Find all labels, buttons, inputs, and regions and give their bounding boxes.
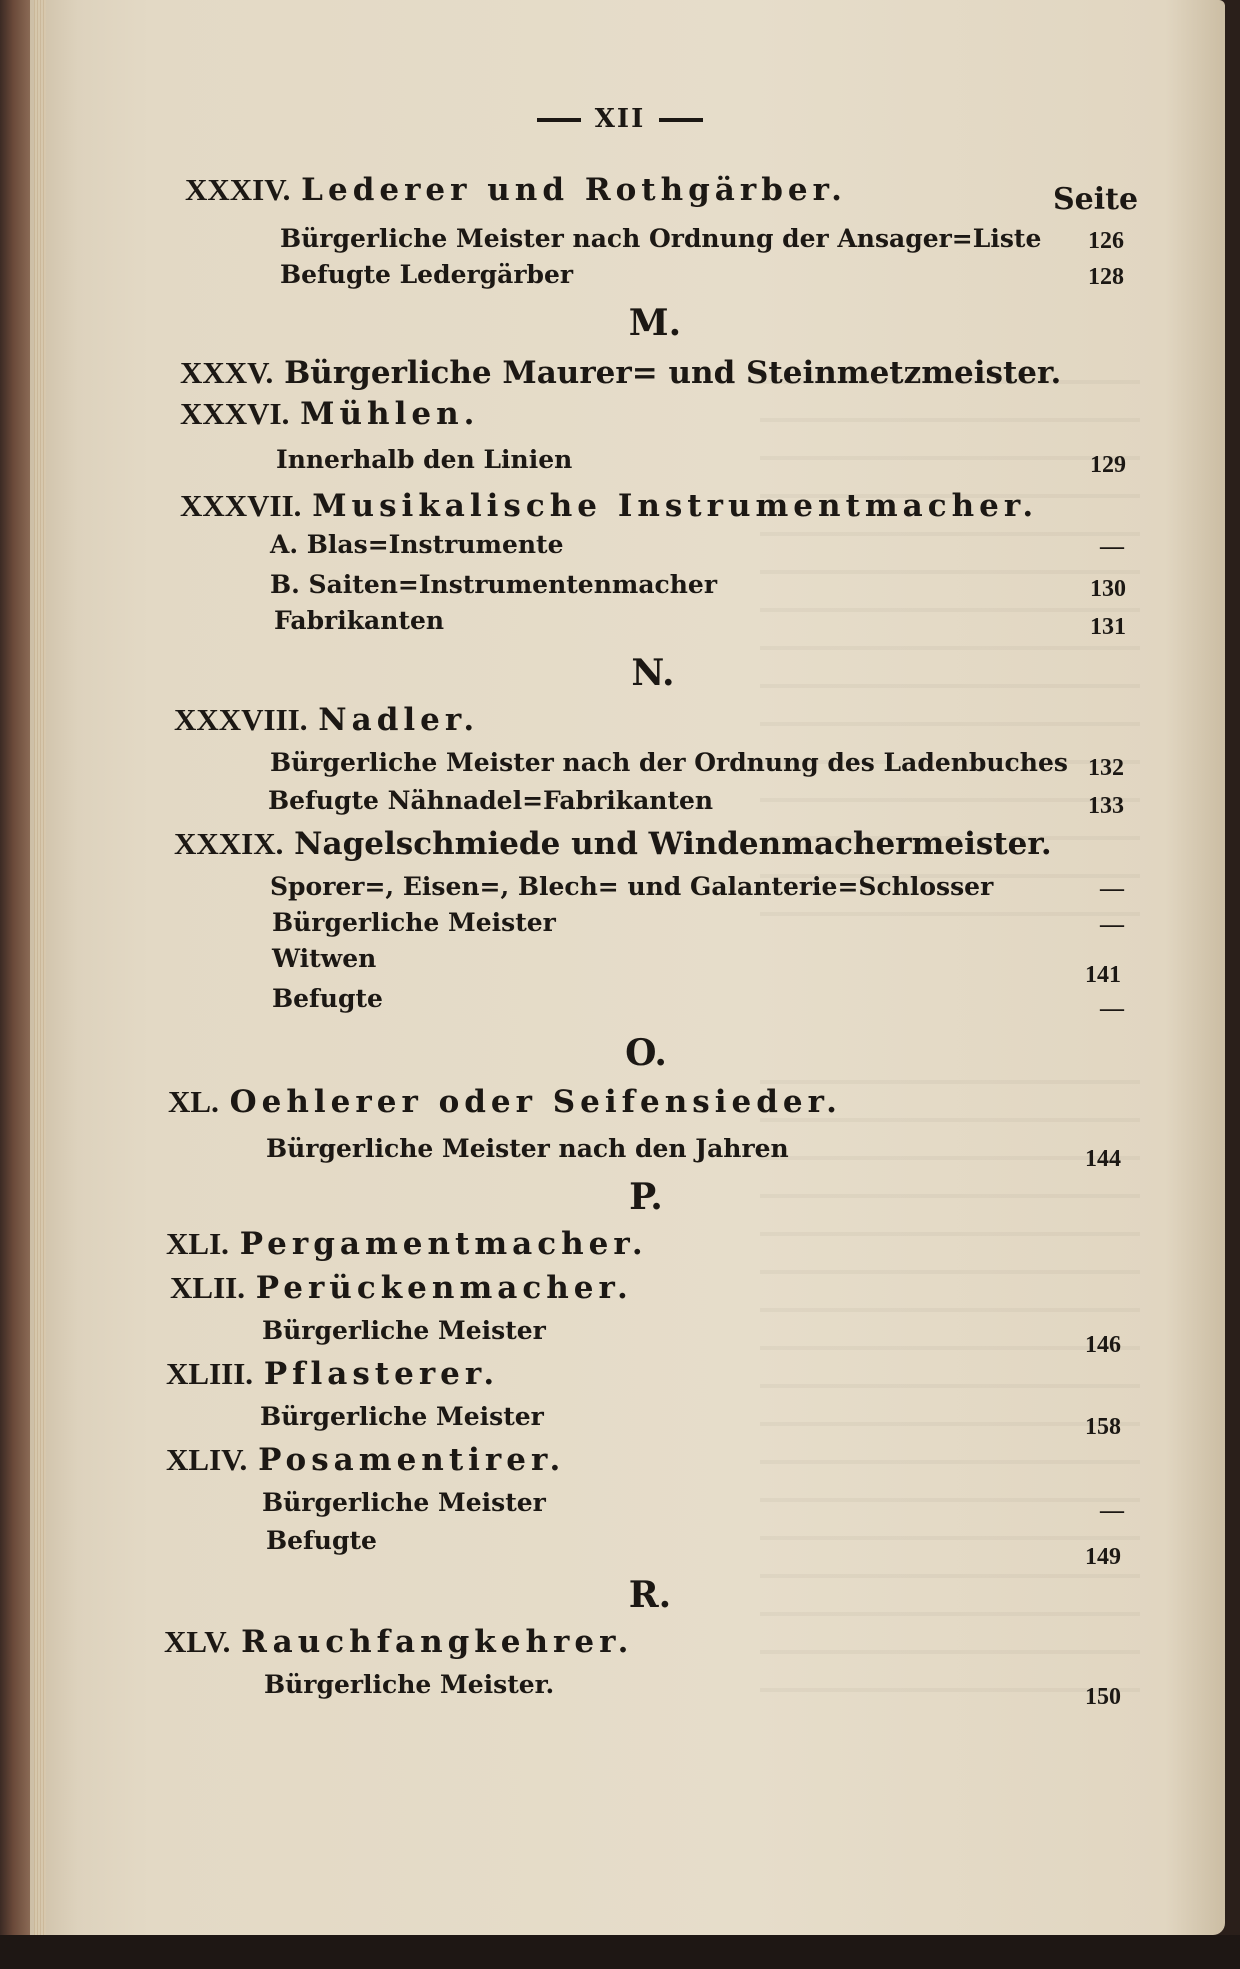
entry-text: Bürgerliche Meister nach den Jahren [266, 1134, 789, 1163]
section-heading [180, 396, 479, 432]
entry-page: — [1100, 534, 1124, 560]
entry-text: Fabrikanten [274, 606, 445, 635]
section-title: Rauchfangkehrer. [241, 1624, 634, 1660]
section-heading [185, 172, 847, 208]
entry-page: 158 [1085, 1414, 1121, 1440]
section-heading [180, 355, 1061, 391]
entry-text: Befugte [266, 1526, 377, 1555]
section-title: Nadler. [318, 702, 480, 738]
section-heading [166, 1226, 648, 1262]
section-number: XXXVI. [180, 396, 290, 431]
header-dash-left [537, 118, 581, 122]
letter-heading: O. [625, 1032, 667, 1074]
section-title: Perückenmacher. [255, 1270, 633, 1306]
entry-page: 126 [1088, 228, 1124, 254]
section-title: Mühlen. [300, 396, 480, 432]
entry-text: Befugte [272, 984, 383, 1013]
page-header [0, 104, 1240, 134]
entry-page: — [1100, 996, 1124, 1022]
entry-text: Bürgerliche Meister [262, 1488, 546, 1517]
entry-page: 130 [1090, 576, 1126, 602]
letter-heading: R. [628, 1574, 672, 1616]
entry-text: Bürgerliche Meister nach Ordnung der Ansager=Liste [280, 224, 1042, 253]
letter-heading: P. [629, 1176, 663, 1218]
letter-heading: M. [628, 302, 682, 344]
letter-heading: N. [631, 652, 675, 694]
entry-page: 133 [1088, 793, 1124, 819]
entry-text: Bürgerliche Meister [260, 1402, 544, 1431]
page-number: XII [594, 104, 646, 134]
entry-page: — [1100, 912, 1124, 938]
section-title: Lederer und Rothgärber. [301, 172, 847, 208]
header-dash-right [659, 118, 703, 122]
section-heading [168, 1084, 842, 1120]
section-title: Bürgerliche Maurer= und Steinmetzmeister. [284, 355, 1062, 391]
section-heading [164, 1624, 633, 1660]
entry-page: — [1100, 876, 1124, 902]
section-heading [166, 1356, 499, 1392]
section-title: Posamentirer. [258, 1442, 566, 1478]
entry-text: A. Blas=Instrumente [270, 530, 564, 559]
entry-text: Bürgerliche Meister. [264, 1670, 555, 1699]
section-number: XL. [168, 1084, 219, 1119]
entry-text: Bürgerliche Meister [272, 908, 556, 937]
section-number: XXXIV. [185, 172, 291, 207]
section-heading [174, 702, 479, 738]
entry-page: 146 [1085, 1332, 1121, 1358]
seite-label: Seite [1053, 182, 1139, 217]
section-number: XXXVII. [180, 488, 302, 523]
entry-page: 141 [1085, 962, 1121, 988]
section-number: XLV. [164, 1624, 231, 1659]
entry-page: — [1100, 1498, 1124, 1524]
section-number: XLIII. [166, 1356, 254, 1391]
entry-page: 149 [1085, 1544, 1121, 1570]
bleed-through-texture [760, 1080, 1140, 1720]
entry-text: Witwen [272, 944, 377, 973]
section-number: XXXV. [180, 355, 274, 390]
section-number: XLIV. [166, 1442, 248, 1477]
section-heading [180, 488, 1038, 524]
section-heading [170, 1270, 633, 1306]
entry-page: 144 [1085, 1146, 1121, 1172]
entry-page: 131 [1090, 614, 1126, 640]
section-number: XLII. [170, 1270, 245, 1305]
entry-text: Befugte Nähnadel=Fabrikanten [268, 786, 714, 815]
section-title: Pergamentmacher. [239, 1226, 648, 1262]
section-title: Pflasterer. [263, 1356, 500, 1392]
book-bottom-edge [0, 1935, 1240, 1969]
entry-page: 129 [1090, 452, 1126, 478]
section-heading [166, 1442, 565, 1478]
section-title: Oehlerer oder Seifensieder. [229, 1084, 842, 1120]
entry-page: 128 [1088, 264, 1124, 290]
section-number: XXXIX. [174, 826, 284, 861]
section-title: Musikalische Instrumentmacher. [312, 488, 1039, 524]
page-edge-stack [34, 0, 46, 1935]
entry-text: Befugte Ledergärber [280, 260, 574, 289]
entry-text: Bürgerliche Meister [262, 1316, 546, 1345]
entry-page: 132 [1088, 755, 1124, 781]
entry-text: Innerhalb den Linien [276, 445, 573, 474]
book-binding [0, 0, 30, 1969]
section-number: XXXVIII. [174, 702, 308, 737]
section-heading [174, 826, 1052, 862]
entry-text: Bürgerliche Meister nach der Ordnung des Ladenbuches [270, 748, 1068, 777]
section-number: XLI. [166, 1226, 229, 1261]
entry-page: 150 [1085, 1684, 1121, 1710]
section-title: Nagelschmiede und Windenmachermeister. [294, 826, 1052, 862]
entry-text: Sporer=, Eisen=, Blech= und Galanterie=Schlosser [270, 872, 994, 901]
entry-text: B. Saiten=Instrumentenmacher [270, 570, 717, 599]
